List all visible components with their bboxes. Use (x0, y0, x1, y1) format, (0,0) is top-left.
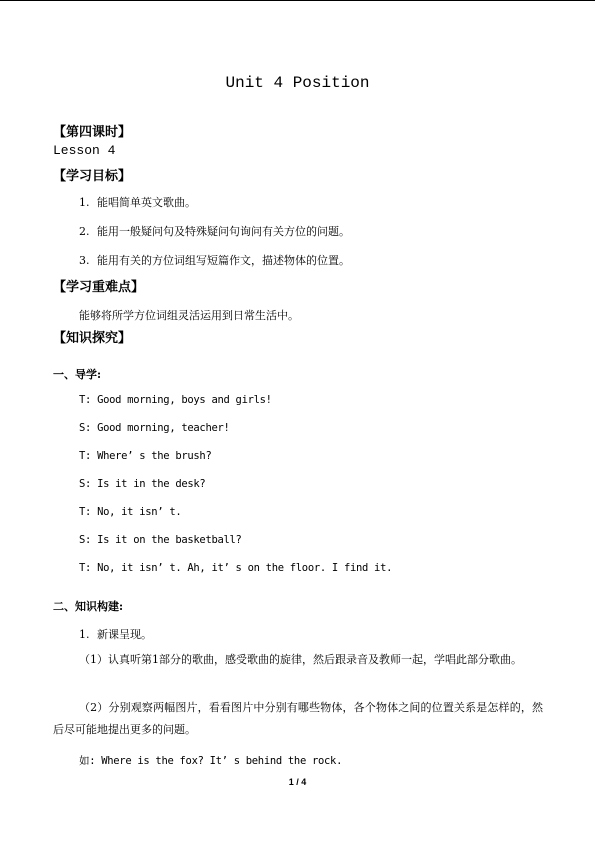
key-points-heading: 【学习重难点】 (53, 280, 145, 295)
dialogue-line: S: Is it on the basketball? (79, 534, 242, 546)
paragraph-song: （1）认真听第1部分的歌曲，感受歌曲的旋律，然后跟录音及教师一起，学唱此部分歌曲。 (79, 653, 522, 666)
paragraph-pictures: （2）分别观察两幅图片，看看图片中分别有哪些物体，各个物体之间的位置关系是怎样的，然后尽可能地提出更多的问题。 (53, 701, 543, 736)
example-sentence: 如: Where is the fox? It’ s behind the rock. (79, 755, 343, 767)
document-title: Unit 4 Position (225, 74, 370, 92)
goal-number: 2. (79, 225, 90, 238)
dialogue-line: T: Good morning, boys and girls! (79, 394, 272, 406)
page-number: 1 / 4 (288, 777, 307, 787)
step-item-1 (79, 626, 152, 642)
dialogue-line: T: Where’ s the brush? (79, 450, 212, 462)
goal-number: 1. (79, 196, 90, 209)
goal-number: 3. (79, 254, 90, 267)
explore-heading: 【知识探究】 (53, 331, 132, 346)
goals-heading: 【学习目标】 (53, 169, 132, 184)
step-text: 新课呈现。 (97, 628, 152, 641)
section-guide-title: 一、导学: (53, 368, 102, 381)
goal-text: 能用有关的方位词组写短篇作文，描述物体的位置。 (97, 254, 350, 267)
step-number: 1. (79, 628, 90, 641)
lesson-label: Lesson 4 (53, 143, 116, 158)
goal-item-2 (79, 223, 350, 239)
page-top-rule (0, 0, 595, 1)
dialogue-line: S: Good morning, teacher! (79, 422, 230, 434)
dialogue-line: T: No, it isn’ t. Ah, it’ s on the floor. I find it. (79, 562, 393, 574)
period-heading: 【第四课时】 (53, 125, 132, 140)
goal-item-1 (79, 194, 196, 210)
section-build-title: 二、知识构建: (53, 600, 124, 613)
dialogue-line: S: Is it in the desk? (79, 478, 206, 490)
goal-text: 能用一般疑问句及特殊疑问句询问有关方位的问题。 (97, 225, 350, 238)
key-points-text: 能够将所学方位词组灵活运用到日常生活中。 (79, 309, 299, 322)
goal-item-3 (79, 252, 350, 268)
dialogue-line: T: No, it isn’ t. (79, 506, 182, 518)
goal-text: 能唱简单英文歌曲。 (97, 196, 196, 209)
